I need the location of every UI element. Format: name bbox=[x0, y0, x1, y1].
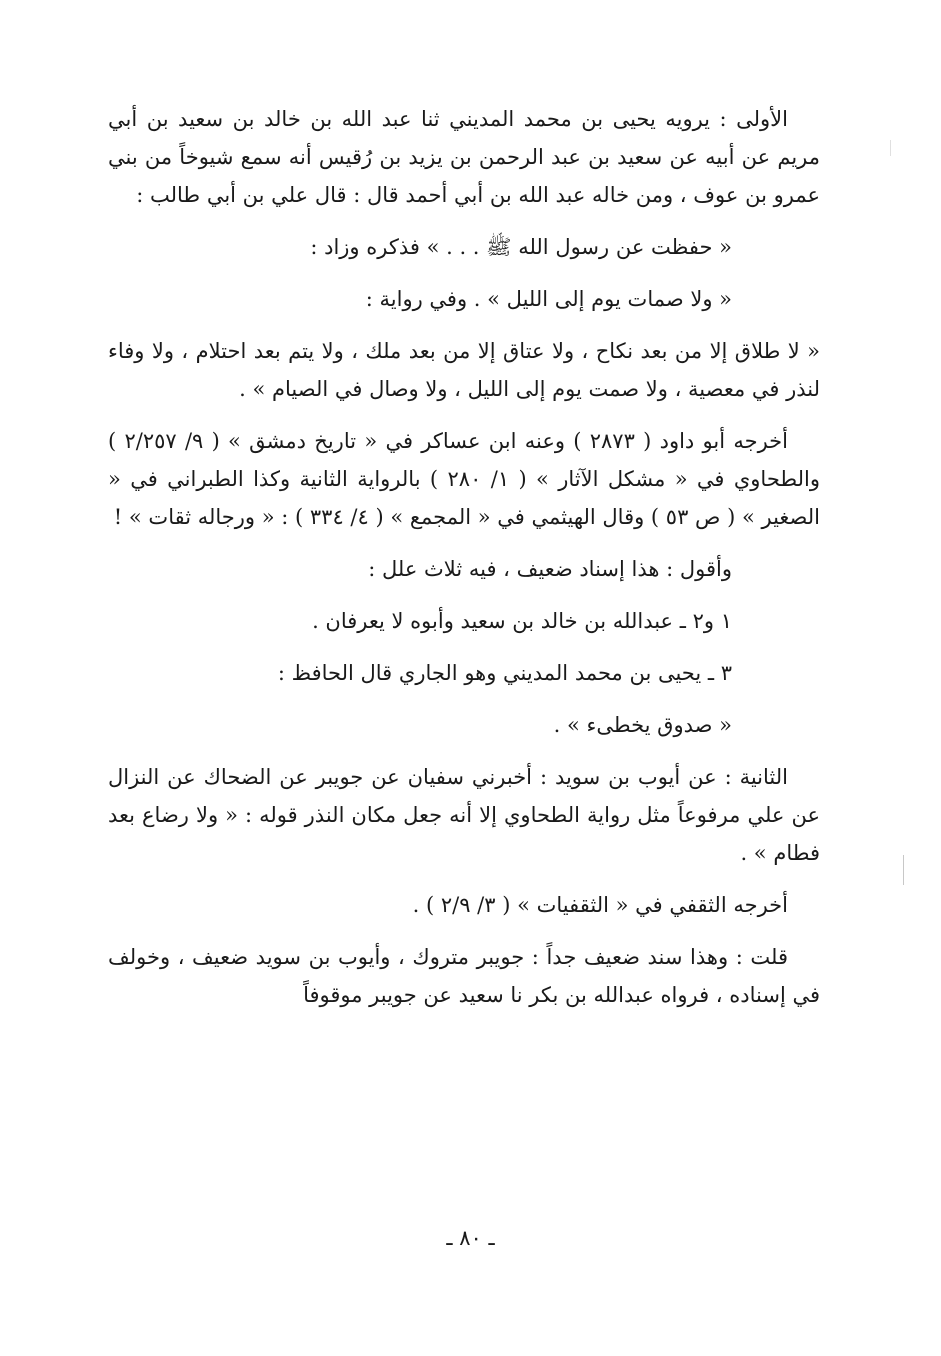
paragraph-thaqafi: أخرجه الثقفي في « الثقفيات » ( ٣/ ٢/٩ ) . bbox=[412, 893, 788, 917]
paragraph-aqul: وأقول : هذا إسناد ضعيف ، فيه ثلاث علل : bbox=[368, 557, 732, 581]
paragraph-qultu: قلت : وهذا سند ضعيف جداً : جويبر متروك ، وأيوب بن سويد ضعيف ، وخولف في إسناده ، فرواه عبدالله بن بكر نا سعيد عن جويبر موقوفاً bbox=[108, 945, 820, 1007]
list-item-illa-3: ٣ ـ يحيى بن محمد المديني وهو الجاري قال الحافظ : bbox=[277, 661, 732, 685]
page-number: ـ ٨٠ ـ bbox=[446, 1226, 495, 1250]
quote-wala-sumat: « ولا صمات يوم إلى الليل » . وفي رواية : bbox=[365, 287, 732, 311]
margin-line-mark bbox=[903, 855, 904, 885]
quote-hafizat: « حفظت عن رسول الله ﷺ . . . » فذكره وزاد : bbox=[310, 235, 732, 259]
paragraph-takhrij: أخرجه أبو داود ( ٢٨٧٣ ) وعنه ابن عساكر في « تاريخ دمشق » ( ٩/ ٢/٢٥٧ ) والطحاوي في « مشكل الآثار » ( ١/ ٢٨٠ ) بالرواية الثانية وكذا الطبراني في « الصغير » ( ص ٥٣ ) وقال الهيثمي في « المجمع » ( ٤/ ٣٣٤ ) : « ورجاله ثقات » ! bbox=[108, 429, 820, 529]
margin-line-mark bbox=[890, 140, 891, 156]
quote-saduq: « صدوق يخطىء » . bbox=[553, 713, 732, 737]
paragraph-first-narration: الأولى : يرويه يحيى بن محمد المديني ثنا عبد الله بن خالد بن سعيد بن أبي مريم عن أبيه عن سعيد بن عبد الرحمن بن يزيد بن رُقيس أنه سمع شيوخاً من بني عمرو بن عوف ، ومن خاله عبد الله بن أبي أحمد قال : قال علي بن أبي طالب : bbox=[108, 107, 820, 207]
page-body bbox=[108, 100, 820, 1028]
paragraph-second-narration: الثانية : عن أيوب بن سويد : أخبرني سفيان عن جويبر عن الضحاك عن النزال عن علي مرفوعاً مثل رواية الطحاوي إلا أنه جعل مكان النذر قوله : « ولا رضاع بعد فطام » . bbox=[108, 765, 820, 865]
list-item-illa-1-2: ١ و٢ ـ عبدالله بن خالد بن سعيد وأبوه لا يعرفان . bbox=[312, 609, 732, 633]
quote-la-talaq: « لا طلاق إلا من بعد نكاح ، ولا عتاق إلا من بعد ملك ، ولا يتم بعد احتلام ، ولا وفاء لنذر في معصية ، ولا صمت يوم إلى الليل ، ولا وصال في الصيام » . bbox=[108, 339, 820, 401]
